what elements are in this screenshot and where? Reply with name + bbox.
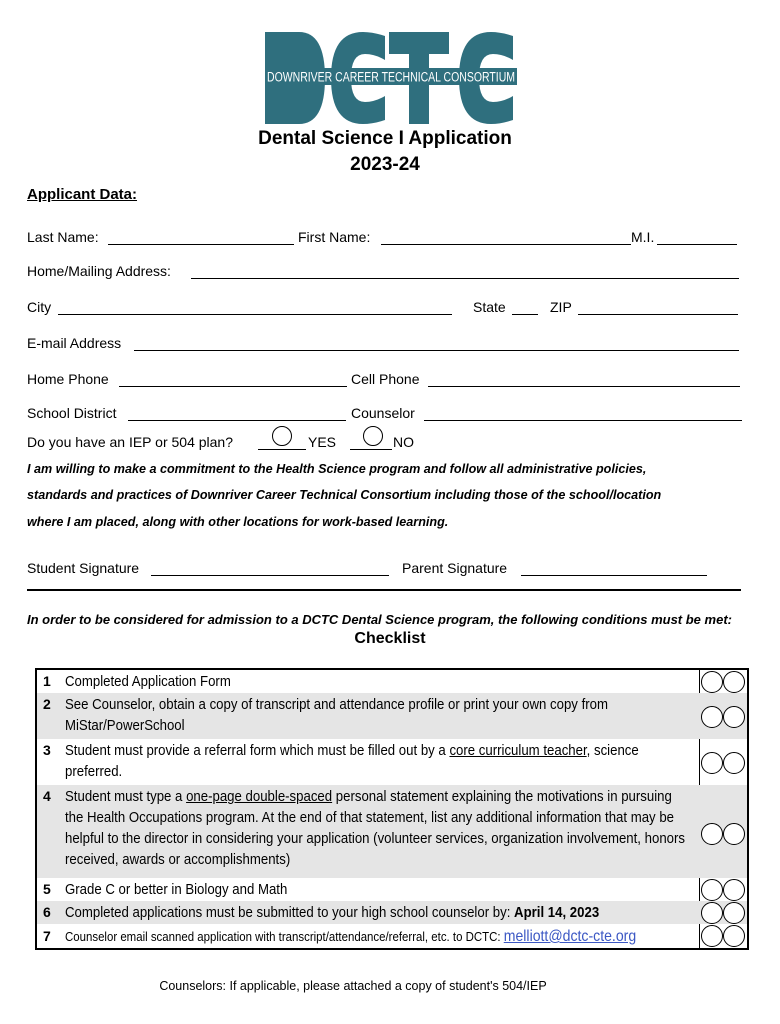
footer-note: Counselors: If applicable, please attached a copy of student's 504/IEP — [159, 979, 547, 993]
iep-yes-circle[interactable] — [272, 426, 292, 446]
conditions-note: In order to be considered for admission to a DCTC Dental Science program, the following conditions must be met: — [27, 612, 732, 627]
item-number: 7 — [43, 928, 51, 944]
home-phone-field[interactable] — [119, 386, 347, 387]
city-label: City — [27, 299, 52, 315]
check-circle[interactable] — [723, 752, 745, 774]
cell-phone-label: Cell Phone — [351, 371, 420, 387]
check-circle[interactable] — [723, 879, 745, 901]
checklist-row-1 — [37, 670, 747, 693]
logo-tagline: DOWNRIVER CAREER TECHNICAL CONSORTIUM — [267, 69, 515, 85]
commitment-line-1: I am willing to make a commitment to the Health Science program and follow all administrative policies, — [27, 462, 647, 476]
check-circle[interactable] — [701, 902, 723, 924]
cell-phone-field[interactable] — [428, 386, 740, 387]
item-text: , science preferred. — [65, 742, 639, 780]
zip-label: ZIP — [550, 299, 572, 315]
iep-yes-label: YES — [308, 434, 337, 450]
email-link[interactable]: melliott@dctc-cte.org — [503, 928, 637, 945]
item-text: personal statement explaining the motivations in pursuing the Health Occupations program. At the end of that statement, list any additional information that may be helpful to the director in considering your application (volunteer services, organization involvement, honors received, awards or accomplishments) — [65, 788, 686, 868]
applicant-heading: Applicant Data: — [27, 186, 138, 203]
item-text: Completed applications must be submitted to your high school counselor by: — [65, 904, 515, 921]
item-text: Counselor email scanned application with transcript/attendance/referral, etc. to DCTC: — [65, 929, 504, 944]
parent-signature-field[interactable] — [521, 575, 707, 576]
check-circle[interactable] — [723, 823, 745, 845]
item-number: 4 — [43, 788, 51, 804]
last-name-field[interactable] — [108, 244, 294, 245]
check-circle[interactable] — [723, 671, 745, 693]
checklist-row-2 — [37, 693, 747, 739]
counselor-label: Counselor — [351, 405, 415, 421]
address-label: Home/Mailing Address: — [27, 263, 171, 279]
email-label: E-mail Address — [27, 335, 122, 351]
checklist-row-5 — [37, 878, 747, 901]
home-phone-label: Home Phone — [27, 371, 109, 387]
section-divider — [27, 589, 741, 591]
checklist-row-7 — [37, 924, 747, 948]
item-number: 1 — [43, 673, 51, 689]
iep-no-circle[interactable] — [363, 426, 383, 446]
item-text: Completed Application Form — [65, 673, 231, 690]
school-district-field[interactable] — [128, 420, 346, 421]
item-text: Student must type a — [65, 788, 187, 805]
checklist-row-6 — [37, 901, 747, 924]
checklist-row-4 — [37, 785, 747, 878]
parent-signature-label: Parent Signature — [402, 560, 508, 576]
commitment-line-3: where I am placed, along with other locations for work-based learning. — [27, 515, 449, 529]
iep-question: Do you have an IEP or 504 plan? — [27, 434, 234, 450]
item-text: See Counselor, obtain a copy of transcript and attendance profile or print your own copy from MiStar/PowerSchool — [65, 696, 608, 734]
deadline-date: April 14, 2023 — [514, 904, 600, 921]
dctc-logo — [265, 30, 517, 126]
item-number: 5 — [43, 881, 51, 897]
iep-no-label: NO — [393, 434, 414, 450]
student-signature-label: Student Signature — [27, 560, 140, 576]
zip-field[interactable] — [578, 314, 738, 315]
state-label: State — [473, 299, 506, 315]
item-number: 3 — [43, 742, 51, 758]
check-circle[interactable] — [701, 823, 723, 845]
form-year: 2023-24 — [350, 154, 420, 175]
last-name-label: Last Name: — [27, 229, 99, 245]
item-number: 2 — [43, 696, 51, 712]
check-circle[interactable] — [701, 925, 723, 947]
checklist-table — [35, 668, 749, 950]
item-text: Grade C or better in Biology and Math — [65, 881, 288, 898]
check-circle[interactable] — [701, 671, 723, 693]
checklist-row-3 — [37, 739, 747, 785]
mi-field[interactable] — [657, 244, 737, 245]
commitment-line-2: standards and practices of Downriver Career Technical Consortium including those of the school/location — [27, 488, 662, 502]
item-number: 6 — [43, 904, 51, 920]
iep-yes-line — [258, 449, 306, 450]
check-circle[interactable] — [723, 902, 745, 924]
item-underlined-text: core curriculum teacher — [449, 742, 587, 759]
item-underlined-text: one-page double-spaced — [186, 788, 333, 805]
check-circle[interactable] — [723, 925, 745, 947]
counselor-field[interactable] — [424, 420, 742, 421]
school-district-label: School District — [27, 405, 117, 421]
email-field[interactable] — [134, 350, 739, 351]
iep-no-line — [350, 449, 392, 450]
first-name-field[interactable] — [381, 244, 631, 245]
mi-label: M.I. — [631, 229, 655, 245]
city-field[interactable] — [58, 314, 452, 315]
state-field[interactable] — [512, 314, 538, 315]
check-circle[interactable] — [701, 879, 723, 901]
checklist-heading: Checklist — [354, 630, 426, 647]
first-name-label: First Name: — [298, 229, 371, 245]
check-circle[interactable] — [701, 752, 723, 774]
form-title: Dental Science I Application — [258, 128, 512, 149]
student-signature-field[interactable] — [151, 575, 389, 576]
check-circle[interactable] — [723, 706, 745, 728]
item-text: Student must provide a referral form which must be filled out by a — [65, 742, 450, 759]
address-field[interactable] — [191, 278, 739, 279]
check-circle[interactable] — [701, 706, 723, 728]
